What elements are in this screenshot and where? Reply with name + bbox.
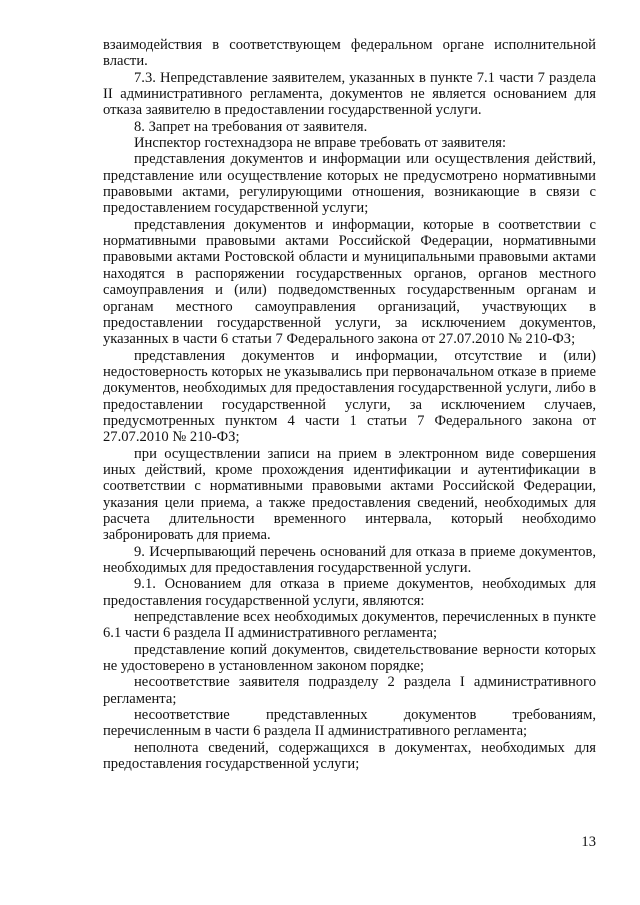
section-heading: 8. Запрет на требования от заявителя. [134,118,368,135]
paragraph: взаимодействия в соответствующем федеральном органе исполнительной власти. [103,37,596,70]
list-item: непредставление всех необходимых документов, перечисленных в пункте 6.1 части 6 раздела II административного регламента; [103,609,596,642]
document-body [103,37,596,772]
list-item: представления документов и информации, которые в соответствии с нормативными правовыми актами Российской Федерации, нормативными правовыми актами Ростовской области и муниципальными правовыми актами находятся в распоряжении государственных органов, органов местного самоуправления и (или) подведомственных государственным органам и органам местного самоуправления организаций, участвующих в предоставлении государственной услуги, за исключением документов, указанных в части 6 статьи 7 Федерального закона от 27.07.2010 № 210-ФЗ; [103,216,596,348]
list-item: при осуществлении записи на прием в электронном виде совершения иных действий, кроме прохождения идентификации и аутентификации в соответствии с нормативными правовыми актами Российской Федерации, указания цели приема, а также предоставления сведений, необходимых для расчета длительности временного интервала, который необходимо забронировать для приема. [103,445,596,544]
paragraph: Инспектор гостехнадзора не вправе требовать от заявителя: [134,135,507,152]
list-item: неполнота сведений, содержащихся в документах, необходимых для предоставления государственной услуги; [103,739,596,773]
list-item: несоответствие заявителя подразделу 2 раздела I административного регламента; [103,674,596,707]
section-heading: 9. Исчерпывающий перечень оснований для отказа в приеме документов, необходимых для предоставления государственной услуги. [103,543,596,576]
list-item: несоответствие представленных документов требованиям, перечисленным в части 6 раздела II административного регламента; [103,707,596,740]
list-item: представления документов и информации или осуществления действий, представление или осуществление которых не предусмотрено нормативными правовыми актами, регулирующими отношения, возникающие в связи с предоставлением государственной услуги; [103,151,596,217]
list-item: представление копий документов, свидетельствование верности которых не удостоверено в установленном законом порядке; [103,641,596,675]
paragraph: 9.1. Основанием для отказа в приеме документов, необходимых для предоставления государственной услуги, являются: [103,576,596,609]
paragraph: 7.3. Непредставление заявителем, указанных в пункте 7.1 части 7 раздела II административного регламента, документов не является основанием для отказа заявителю в предоставлении государственной услуги. [103,69,596,119]
list-item: представления документов и информации, отсутствие и (или) недостоверность которых не указывались при первоначальном отказе в приеме документов, необходимых для предоставления государственной услуги, либо в предоставлении государственной услуги, за исключением случаев, предусмотренных пунктом 4 части 1 статьи 7 Федерального закона от 27.07.2010 № 210-ФЗ; [103,347,596,446]
page-number: 13 [581,834,596,850]
